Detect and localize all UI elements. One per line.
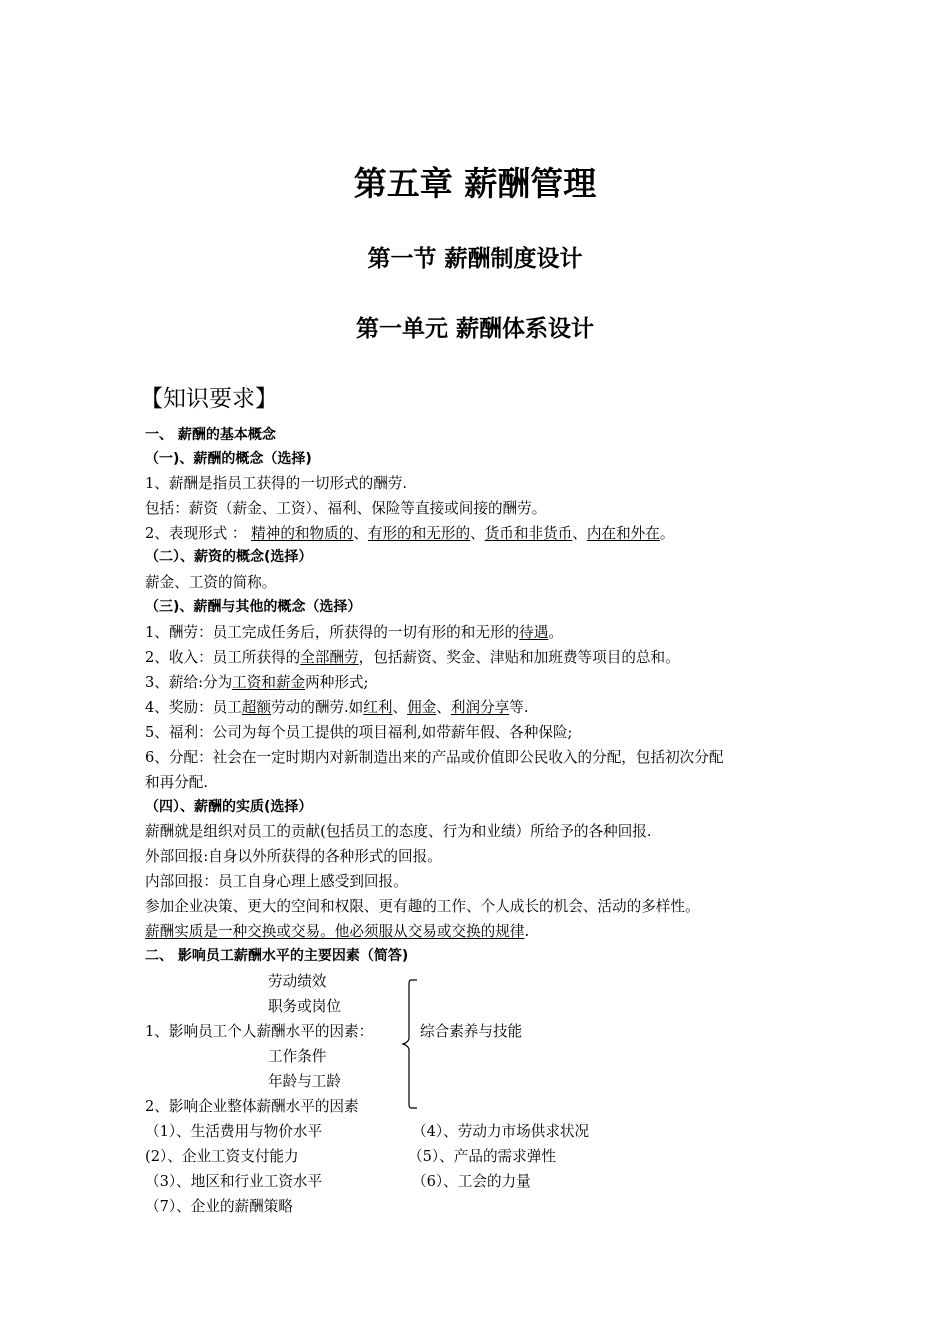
subheading-essence: （四）、薪酬的实质(选择）	[145, 799, 313, 815]
text-fragment: 、	[572, 525, 587, 542]
underlined-term: 利润分享	[450, 699, 510, 716]
subheading-other-concepts: （三)、薪酬与其他的概念（选择）	[145, 599, 362, 615]
text-fragment: 2、表现形式 ：	[145, 525, 252, 542]
underlined-term: 薪酬实质是一种交换或交易。他必须服从交易或交换的规律	[145, 923, 525, 940]
enterprise-factor: (2）、企业工资支付能力	[145, 1148, 299, 1165]
enterprise-factor: （7）、企业的薪酬策略	[145, 1198, 293, 1215]
underlined-term: 精神的和物质的	[251, 525, 354, 542]
text-fragment: 、	[436, 699, 451, 716]
text-fragment: 两种形式;	[305, 674, 369, 691]
text-line	[145, 671, 368, 692]
underlined-term: 工资和薪金	[232, 674, 306, 691]
subheading-salary: （二）、薪资的概念(选择）	[145, 549, 313, 565]
text-line	[145, 621, 563, 642]
individual-factors-label: 1、影响员工个人薪酬水平的因素：	[145, 1023, 374, 1040]
text-line: 薪酬就是组织对员工的贡献(包括员工的态度、行为和业绩）所给予的各种回报.	[145, 823, 652, 840]
enterprise-factors-label: 2、影响企业整体薪酬水平的因素	[145, 1098, 359, 1115]
text-line	[145, 696, 529, 717]
underlined-term: 待遇	[519, 624, 549, 641]
text-line: 和再分配.	[145, 774, 209, 791]
text-fragment: ，包括薪资、奖金、津贴和加班费等项目的总和。	[358, 649, 680, 666]
knowledge-heading: 【知识要求】	[140, 386, 278, 412]
enterprise-factor: （3）、地区和行业工资水平	[145, 1173, 323, 1190]
enterprise-factor: （4）、劳动力市场供求状况	[412, 1123, 590, 1140]
text-line	[145, 646, 680, 667]
underlined-term: 有形的和无形的	[367, 525, 471, 542]
text-fragment: 。	[659, 525, 675, 542]
text-fragment: 、	[392, 699, 408, 716]
text-line: 外部回报:自身以外所获得的各种形式的回报。	[145, 848, 442, 865]
heading-factors: 二、 影响员工薪酬水平的主要因素（简答)	[145, 948, 409, 964]
text-fragment: 2、收入：员工所获得的	[145, 649, 301, 666]
factor-item: 劳动绩效	[268, 973, 327, 990]
text-line	[145, 920, 529, 941]
enterprise-factor: （1）、生活费用与物价水平	[145, 1123, 323, 1140]
underlined-term: 全部酬劳	[300, 649, 359, 666]
text-line: 参加企业决策、更大的空间和权限、更有趣的工作、个人成长的机会、活动的多样性。	[145, 898, 700, 915]
text-line: 6、分配：社会在一定时期内对新制造出来的产品或价值即公民收入的分配，包括初次分配	[145, 749, 724, 766]
text-fragment: 等.	[509, 699, 529, 716]
text-line-forms	[145, 522, 674, 543]
underlined-term: 货币和非货币	[484, 525, 573, 542]
text-fragment: 3、薪给:分为	[145, 674, 233, 691]
factor-item: 年龄与工龄	[268, 1073, 341, 1090]
underlined-term: 超额	[241, 699, 272, 716]
underlined-term: 佣金	[407, 699, 437, 716]
text-line: 5、福利：公司为每个员工提供的项目福利,如带薪年假、各种保险;	[145, 724, 573, 741]
enterprise-factor: （5）、产品的需求弹性	[408, 1148, 556, 1165]
text-fragment: 劳动的酬劳.如	[271, 699, 364, 716]
text-line: 包括：薪资（薪金、工资）、福利、保险等直接或间接的酬劳。	[145, 500, 547, 517]
left-brace-icon	[400, 978, 430, 1110]
enterprise-factor: （6）、工会的力量	[412, 1173, 531, 1190]
text-line: 1、薪酬是指员工获得的一切形式的酬劳.	[145, 475, 408, 492]
heading-basic-concept: 一、 薪酬的基本概念	[145, 427, 276, 443]
text-fragment: .	[524, 923, 530, 940]
text-line: 内部回报：员工自身心理上感受到回报。	[145, 873, 408, 890]
text-line: 薪金、工资的简称。	[145, 574, 277, 591]
chapter-title: 第五章 薪酬管理	[353, 164, 597, 203]
factor-item: 职务或岗位	[268, 998, 341, 1015]
section-title: 第一节 薪酬制度设计	[367, 246, 583, 272]
text-fragment: 、	[470, 525, 485, 542]
factor-item: 工作条件	[268, 1048, 327, 1065]
text-fragment: 4、奖励：员工	[145, 699, 242, 716]
unit-title: 第一单元 薪酬体系设计	[355, 316, 594, 342]
subheading-concept: （一)、薪酬的概念（选择)	[145, 451, 312, 467]
underlined-term: 红利	[363, 699, 393, 716]
underlined-term: 内在和外在	[586, 525, 660, 542]
text-fragment: 。	[548, 624, 563, 641]
factor-item: 综合素养与技能	[420, 1023, 523, 1040]
text-fragment: 1、酬劳：员工完成任务后，所获得的一切有形的和无形的	[145, 624, 520, 641]
text-fragment: 、	[353, 525, 368, 542]
